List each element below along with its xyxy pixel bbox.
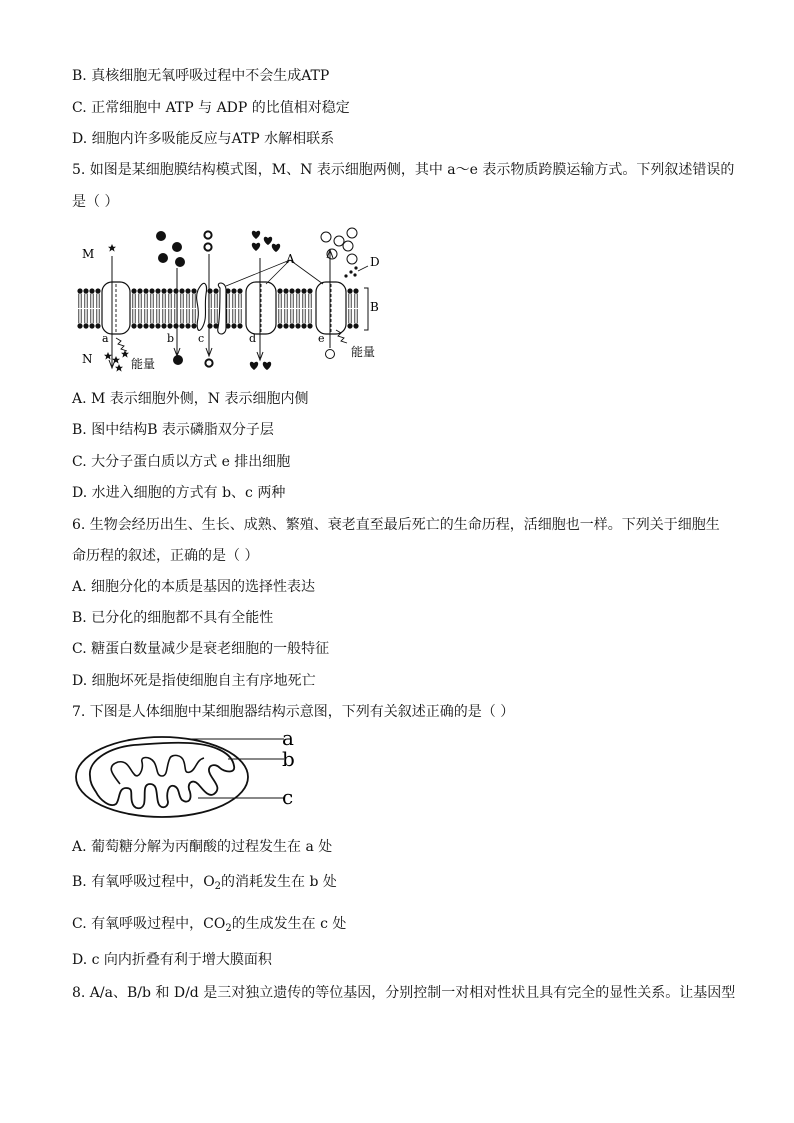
q6-option-d: D. 细胞坏死是指使细胞自主有序地死亡: [72, 673, 316, 689]
mitochondrion-diagram: [72, 728, 312, 828]
energy-label-1: 能量: [131, 357, 156, 371]
q7-option-c-pre: C. 有氧呼吸过程中，CO: [72, 916, 226, 932]
q7-option-b-post: 的消耗发生在 b 处: [221, 874, 337, 890]
label-D: D: [370, 255, 380, 269]
q6-stem-line1: 6. 生物会经历出生、生长、成熟、繁殖、衰老直至最后死亡的生命历程，活细胞也一样。下列关于细胞生: [72, 517, 720, 533]
membrane-diagram: [68, 218, 388, 378]
q6-option-a: A. 细胞分化的本质是基因的选择性表达: [72, 579, 316, 595]
label-B: B: [370, 300, 379, 314]
q7-stem: 7. 下图是人体细胞中某细胞器结构示意图，下列有关叙述正确的是（ ）: [72, 704, 515, 720]
q8-stem-line1: 8. A/a、B/b 和 D/d 是三对独立遗传的等位基因，分别控制一对相对性状且具有完全的显性关系。让基因型: [72, 985, 736, 1001]
q7-option-d: D. c 向内折叠有利于增大膜面积: [72, 952, 272, 968]
q6-option-b: B. 已分化的细胞都不具有全能性: [72, 610, 274, 626]
mito-label-b: b: [282, 747, 295, 771]
mito-label-a: a: [282, 728, 294, 750]
q5-option-c: C. 大分子蛋白质以方式 e 排出细胞: [72, 454, 291, 470]
q5-stem-line1: 5. 如图是某细胞膜结构模式图，M、N 表示细胞两侧，其中 a～e 表示物质跨膜运输方式。下列叙述错误的: [72, 162, 735, 178]
q5-stem-line2: 是（ ）: [72, 194, 119, 210]
q7-option-a: A. 葡萄糖分解为丙酮酸的过程发生在 a 处: [72, 839, 333, 855]
q6-option-c: C. 糖蛋白数量减少是衰老细胞的一般特征: [72, 641, 330, 657]
q4-option-d: D. 细胞内许多吸能反应与ATP 水解相联系: [72, 131, 335, 147]
q7-option-c: [72, 914, 346, 939]
q4-option-b: B. 真核细胞无氧呼吸过程中不会生成ATP: [72, 68, 330, 84]
q7-option-b: [72, 872, 337, 897]
label-e: e: [318, 332, 325, 345]
q6-stem-line2: 命历程的叙述，正确的是（ ）: [72, 548, 259, 564]
energy-label-2: 能量: [351, 345, 376, 359]
label-a: a: [102, 332, 109, 345]
q7-option-b-sub: 2: [214, 881, 222, 892]
q5-option-a: A. M 表示细胞外侧，N 表示细胞内侧: [72, 391, 309, 407]
label-c: c: [198, 332, 205, 345]
q7-option-b-pre: B. 有氧呼吸过程中，O: [72, 874, 215, 890]
q7-option-c-sub: 2: [225, 923, 232, 934]
label-d: d: [249, 332, 257, 345]
q5-option-d: D. 水进入细胞的方式有 b、c 两种: [72, 485, 286, 501]
label-N: N: [82, 352, 93, 366]
label-M: M: [82, 247, 95, 261]
q7-option-c-post: 的生成发生在 c 处: [231, 916, 347, 932]
q5-option-b: B. 图中结构B 表示磷脂双分子层: [72, 422, 274, 438]
label-b: b: [167, 332, 175, 345]
mito-label-c: c: [282, 785, 294, 809]
q4-option-c: C. 正常细胞中 ATP 与 ADP 的比值相对稳定: [72, 100, 350, 116]
label-A: A: [286, 252, 295, 266]
